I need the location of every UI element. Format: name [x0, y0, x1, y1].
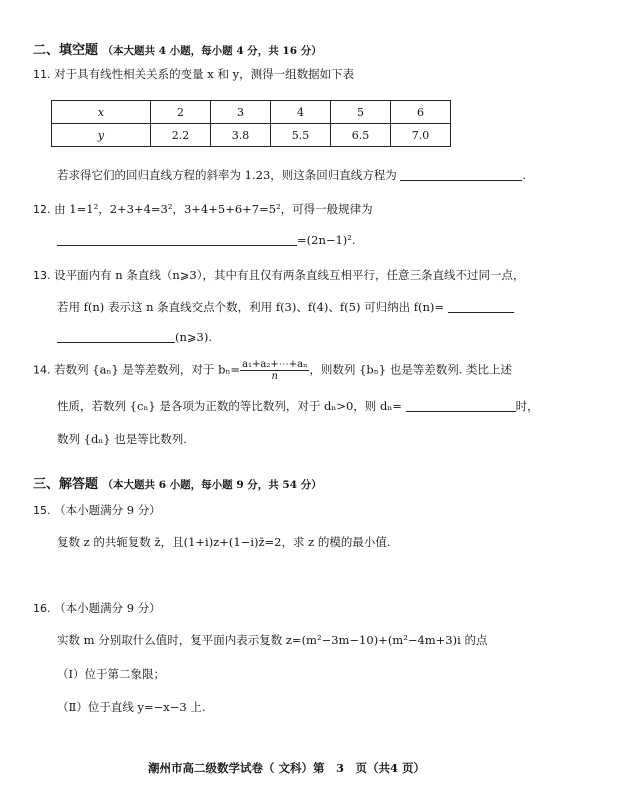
question-14-line2	[57, 398, 539, 414]
section-title: 三、解答题	[33, 477, 99, 492]
question-text: 数列 {dₙ} 也是等比数列.	[57, 432, 187, 446]
answer-blank[interactable]	[57, 330, 175, 343]
question-14-line3	[57, 431, 187, 447]
table-cell: 2	[151, 101, 211, 124]
question-16-body	[57, 632, 487, 648]
question-text: 对于具有线性相关关系的变量 x 和 y，测得一组数据如下表	[54, 67, 355, 81]
answer-blank[interactable]	[57, 233, 297, 246]
question-text: (n⩾3).	[175, 330, 212, 344]
table-cell: 4	[271, 101, 331, 124]
question-text: （Ⅰ）位于第二象限；	[57, 667, 166, 681]
question-number: 14.	[33, 363, 51, 377]
question-11-follow	[57, 167, 526, 183]
page-footer: 潮州市高二级数学试卷（ 文科）第 3 页（共4 页）	[148, 761, 426, 775]
question-number: 16.	[33, 602, 51, 615]
table-row-x	[52, 101, 451, 124]
table-cell: 3	[211, 101, 271, 124]
question-16-header	[33, 600, 161, 616]
question-number: 15.	[33, 504, 51, 517]
section-heading-fill-in	[33, 39, 322, 58]
section-note: （本大题共 6 小题，每小题 9 分，共 54 分）	[102, 479, 322, 491]
question-number: 11.	[33, 68, 51, 81]
question-score: （本小题满分 9 分）	[54, 601, 161, 615]
question-15-header	[33, 502, 161, 518]
data-table	[51, 100, 451, 147]
question-end: .	[522, 168, 527, 182]
question-text: 若求得它们的回归直线方程的斜率为 1.23，则这条回归直线方程为	[57, 168, 397, 182]
table-header-y: y	[52, 124, 151, 147]
table-cell: 6.5	[331, 124, 391, 147]
section-note: （本大题共 4 小题，每小题 4 分，共 16 分）	[102, 45, 322, 57]
question-13-line1	[33, 267, 524, 283]
question-text: ，则数列 {bₙ} 也是等差数列. 类比上述	[309, 362, 513, 377]
table-row-y	[52, 124, 451, 147]
question-text: 设平面内有 n 条直线（n⩾3），其中有且仅有两条直线互相平行，任意三条直线不过同一点，	[54, 268, 525, 282]
question-text: 由 1=1²，2+3+4=3²，3+4+5+6+7=5²，可得一般规律为	[54, 202, 373, 216]
section-heading-solutions	[33, 473, 322, 492]
section-title: 二、填空题	[33, 43, 99, 58]
answer-blank[interactable]	[400, 168, 522, 181]
question-score: （本小题满分 9 分）	[54, 503, 161, 517]
question-14-line1	[33, 359, 512, 382]
question-text: 若用 f(n) 表示这 n 条直线交点个数，利用 f(3)、f(4)、f(5) 可归纳出 f(n)=	[57, 300, 445, 314]
answer-blank[interactable]	[448, 300, 514, 313]
fraction	[240, 359, 309, 382]
question-11-stem	[33, 66, 354, 82]
table-cell: 7.0	[391, 124, 451, 147]
question-12-stem	[33, 201, 373, 217]
fraction-denominator: n	[271, 371, 278, 382]
question-12-answer-line	[57, 233, 356, 247]
question-text: 实数 m 分别取什么值时，复平面内表示复数 z=(m²−3m−10)+(m²−4m+3)i 的点	[57, 633, 488, 647]
table-cell: 3.8	[211, 124, 271, 147]
table-cell: 5	[331, 101, 391, 124]
table-cell: 2.2	[151, 124, 211, 147]
question-13-line3	[57, 330, 212, 344]
table-cell: 6	[391, 101, 451, 124]
fraction-numerator: a₁+a₂+⋯+aₙ	[242, 359, 308, 370]
question-13-line2	[57, 299, 514, 315]
question-rhs: =(2n−1)².	[297, 233, 356, 247]
question-number: 12.	[33, 203, 51, 216]
question-text: 性质，若数列 {cₙ} 是各项为正数的等比数列，对于 dₙ>0，则 dₙ=	[57, 399, 402, 413]
question-16-part1	[57, 666, 165, 682]
question-15-body	[57, 534, 391, 550]
question-number: 13.	[33, 269, 51, 282]
question-text: 复数 z 的共轭复数 z̄，且(1+i)z+(1−i)z̄=2，求 z 的模的最小值.	[57, 535, 391, 549]
question-16-part2	[57, 699, 206, 715]
question-text: （Ⅱ）位于直线 y=−x−3 上.	[57, 700, 206, 714]
answer-blank[interactable]	[406, 399, 516, 412]
table-cell: 5.5	[271, 124, 331, 147]
table-header-x: x	[52, 101, 151, 124]
question-text: 若数列 {aₙ} 是等差数列，对于 bₙ=	[54, 362, 241, 377]
question-text: 时，	[515, 399, 539, 413]
